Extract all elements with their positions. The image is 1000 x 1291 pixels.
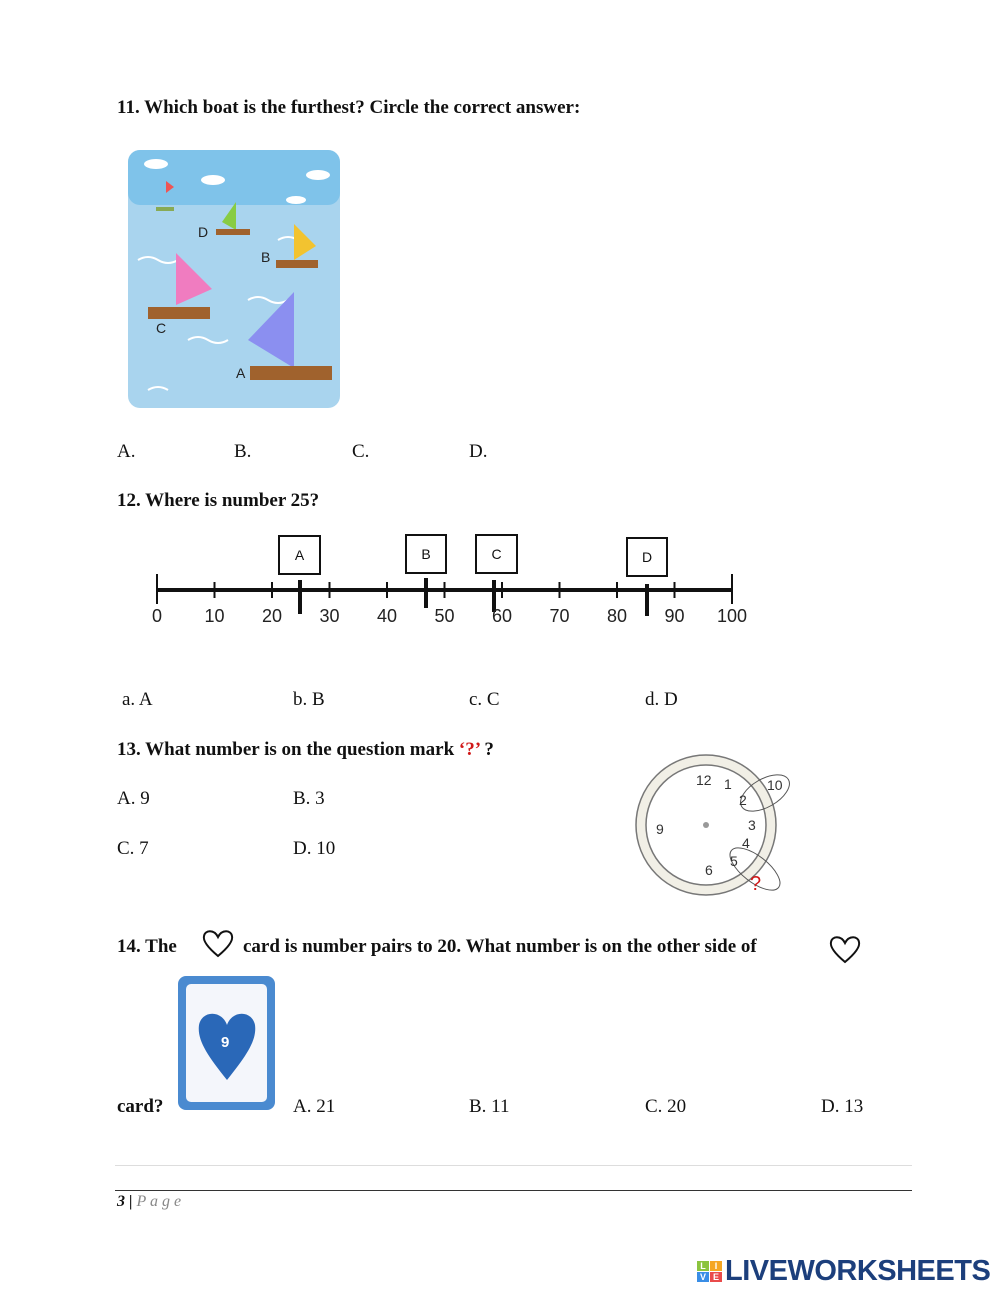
heart-card (177, 975, 277, 1112)
clock-5: 5 (730, 853, 738, 869)
q13-option-a[interactable]: A. 9 (117, 788, 150, 809)
q12-option-a[interactable]: a. A (122, 689, 153, 710)
q14-end: card? (117, 1096, 164, 1117)
q13-option-d[interactable]: D. 10 (293, 838, 336, 859)
q11-option-c[interactable]: C. (352, 441, 370, 462)
tick-label: 60 (491, 606, 513, 626)
tick-label: 50 (434, 606, 455, 626)
logo-tile: L (697, 1261, 709, 1271)
heart-icon (828, 933, 862, 965)
boat-label-b: B (261, 249, 271, 265)
logo-tile: V (697, 1272, 709, 1282)
q13-text: 13. What number is on the question mark (117, 739, 459, 760)
q13-option-c[interactable]: C. 7 (117, 838, 149, 859)
tick-label: 10 (204, 606, 225, 626)
heart-icon (201, 927, 235, 959)
q11-option-b[interactable]: B. (234, 441, 252, 462)
boats-image (128, 150, 340, 408)
footer-sep: | (125, 1193, 137, 1210)
tick-label: 0 (151, 606, 163, 626)
logo-tile: I (710, 1261, 722, 1271)
q14-option-a[interactable]: A. 21 (293, 1096, 336, 1117)
clock-3: 3 (748, 817, 756, 833)
q12-option-b[interactable]: b. B (293, 689, 325, 710)
q14-option-c[interactable]: C. 20 (645, 1096, 687, 1117)
clock-12: 12 (696, 772, 712, 788)
liveworksheets-logo (697, 1255, 990, 1288)
clock-10: 10 (767, 777, 783, 793)
page-word: P a g e (136, 1193, 182, 1210)
q13-question (117, 739, 494, 761)
tick-label: 70 (549, 606, 570, 626)
logo-tiles (697, 1261, 722, 1282)
clock-4: 4 (742, 835, 750, 851)
question-mark: ‘?’ (458, 739, 480, 760)
box-c: C (475, 534, 518, 574)
tick-label: 80 (606, 606, 628, 626)
page-number: 3 (117, 1193, 125, 1210)
tick-label: 100 (716, 606, 748, 626)
q12-option-d[interactable]: d. D (645, 689, 678, 710)
box-a: A (278, 535, 321, 575)
q13-end: ? (479, 739, 494, 760)
tick-label: 90 (664, 606, 685, 626)
clock-image (632, 750, 802, 900)
tick-label: 30 (319, 606, 340, 626)
clock-9: 9 (656, 821, 664, 837)
boat-label-c: C (156, 320, 167, 336)
card-number: 9 (221, 1034, 230, 1051)
q11-option-a[interactable]: A. (117, 441, 136, 462)
clock-1: 1 (724, 776, 732, 792)
box-b: B (405, 534, 447, 574)
divider (115, 1165, 912, 1166)
q12-option-c[interactable]: c. C (469, 689, 500, 710)
q14-mid: card is number pairs to 20. What number is on the other side of (243, 936, 757, 957)
clock-question: ? (750, 873, 762, 895)
q13-option-b[interactable]: B. 3 (293, 788, 325, 809)
tick-label: 40 (376, 606, 398, 626)
q14-option-b[interactable]: B. 11 (469, 1096, 510, 1117)
q14-option-d[interactable]: D. 13 (821, 1096, 864, 1117)
logo-text: LIVEWORKSHEETS (725, 1255, 991, 1287)
page-footer (117, 1193, 181, 1211)
footer-rule (115, 1190, 912, 1191)
q11-question: 11. Which boat is the furthest? Circle the correct answer: (117, 97, 581, 118)
boat-label-a: A (236, 365, 246, 381)
q14-pre: 14. The (117, 936, 177, 957)
boat-label-d: D (198, 224, 209, 240)
box-d: D (626, 537, 668, 577)
tick-label: 20 (261, 606, 283, 626)
clock-2: 2 (739, 792, 747, 808)
q11-option-d[interactable]: D. (469, 441, 488, 462)
logo-tile: E (710, 1272, 722, 1282)
clock-6: 6 (705, 862, 713, 878)
q12-question: 12. Where is number 25? (117, 490, 320, 511)
